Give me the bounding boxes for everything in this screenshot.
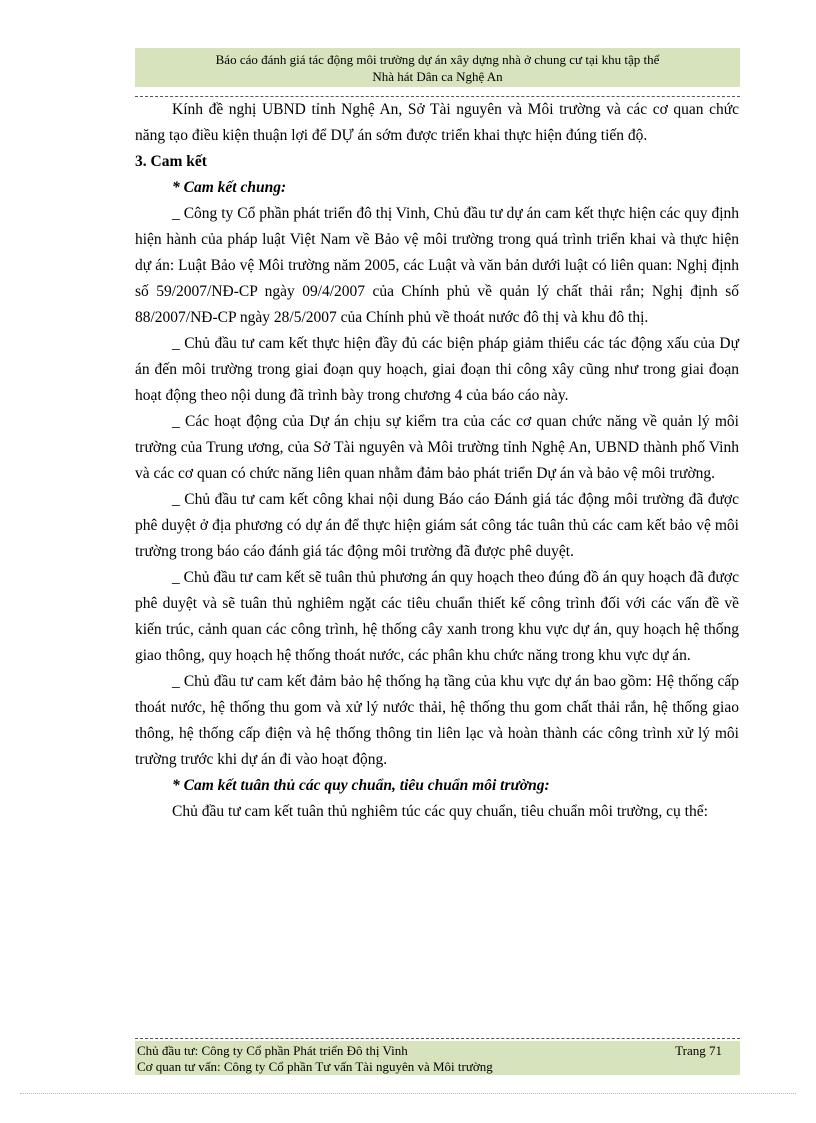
page-bottom-edge xyxy=(20,1093,796,1094)
paragraph-7: Chủ đầu tư cam kết tuân thủ nghiêm túc các quy chuẩn, tiêu chuẩn môi trường, cụ thể: xyxy=(172,803,708,820)
paragraph-3: _ Các hoạt động của Dự án chịu sự kiểm tra của các cơ quan chức năng về quản lý môi trường của Trung ương, của Sở Tài nguyên và Môi trường tỉnh Nghệ An, UBND thành phố Vinh và các cơ quan có chức năng liên quan nhằm đảm bảo phát triển Dự án và bảo vệ môi trường. xyxy=(135,413,739,482)
page-footer xyxy=(135,1041,740,1075)
document-body xyxy=(135,97,739,825)
subheading-standards-commitment: * Cam kết tuân thủ các quy chuẩn, tiêu chuẩn môi trường: xyxy=(172,777,550,794)
footer-owner: Chủ đầu tư: Công ty Cổ phần Phát triển Đô thị Vinh xyxy=(137,1043,408,1058)
header-title-line2: Nhà hát Dân ca Nghệ An xyxy=(372,69,503,84)
footer-divider xyxy=(135,1038,740,1039)
paragraph-4: _ Chủ đầu tư cam kết công khai nội dung Báo cáo Đánh giá tác động môi trường đã được phê duyệt ở địa phương có dự án để thực hiện giám sát công tác tuân thủ các cam kết bảo vệ môi trường trong báo cáo đánh giá tác động môi trường đã được phê duyệt. xyxy=(135,491,739,560)
paragraph-6: _ Chủ đầu tư cam kết đảm bảo hệ thống hạ tầng của khu vực dự án bao gồm: Hệ thống cấp thoát nước, hệ thống thu gom và xử lý nước thải, hệ thống thu gom chất thải rắn, hệ thống giao thông, hệ thống cấp điện và hệ thống thông tin liên lạc và hoàn thành các công trình xử lý môi trường trước khi dự án đi vào hoạt động. xyxy=(135,673,739,768)
page-header xyxy=(135,48,740,87)
footer-info xyxy=(137,1043,493,1075)
footer-consultant: Cơ quan tư vấn: Công ty Cổ phần Tư vấn Tài nguyên và Môi trường xyxy=(137,1059,493,1074)
header-title-line1: Báo cáo đánh giá tác động môi trường dự án xây dựng nhà ở chung cư tại khu tập thể xyxy=(215,52,660,67)
subheading-general-commitment: * Cam kết chung: xyxy=(172,179,287,196)
section-heading: 3. Cam kết xyxy=(135,153,207,170)
paragraph-5: _ Chủ đầu tư cam kết sẽ tuân thủ phương án quy hoạch theo đúng đồ án quy hoạch đã được phê duyệt và sẽ tuân thủ nghiêm ngặt các tiêu chuẩn thiết kế công trình đối với các vấn đề về kiến trúc, cảnh quan các công trình, hệ thống cây xanh trong khu vực dự án, quy hoạch hệ thống giao thông, quy hoạch hệ thống thoát nước, các phân khu chức năng trong khu vực dự án. xyxy=(135,569,739,664)
paragraph-1: _ Công ty Cổ phần phát triển đô thị Vinh, Chủ đầu tư dự án cam kết thực hiện các quy định hiện hành của pháp luật Việt Nam về Bảo vệ môi trường trong quá trình triển khai và thực hiện dự án: Luật Bảo vệ Môi trường năm 2005, các Luật và văn bản dưới luật có liên quan: Nghị định số 59/2007/NĐ-CP ngày 09/4/2007 của Chính phủ về quản lý chất thải rắn; Nghị định số 88/2007/NĐ-CP ngày 28/5/2007 của Chính phủ về thoát nước đô thị và khu đô thị. xyxy=(135,205,739,326)
intro-paragraph: Kính đề nghị UBND tỉnh Nghệ An, Sở Tài nguyên và Môi trường và các cơ quan chức năng tạo điều kiện thuận lợi để DỰ án sớm được triển khai thực hiện đúng tiến độ. xyxy=(135,101,739,144)
paragraph-2: _ Chủ đầu tư cam kết thực hiện đầy đủ các biện pháp giảm thiểu các tác động xấu của Dự án đến môi trường trong giai đoạn quy hoạch, giai đoạn thi công xây cũng như trong giai đoạn hoạt động theo nội dung đã trình bày trong chương 4 của báo cáo này. xyxy=(135,335,739,404)
page-number: Trang 71 xyxy=(675,1043,722,1058)
